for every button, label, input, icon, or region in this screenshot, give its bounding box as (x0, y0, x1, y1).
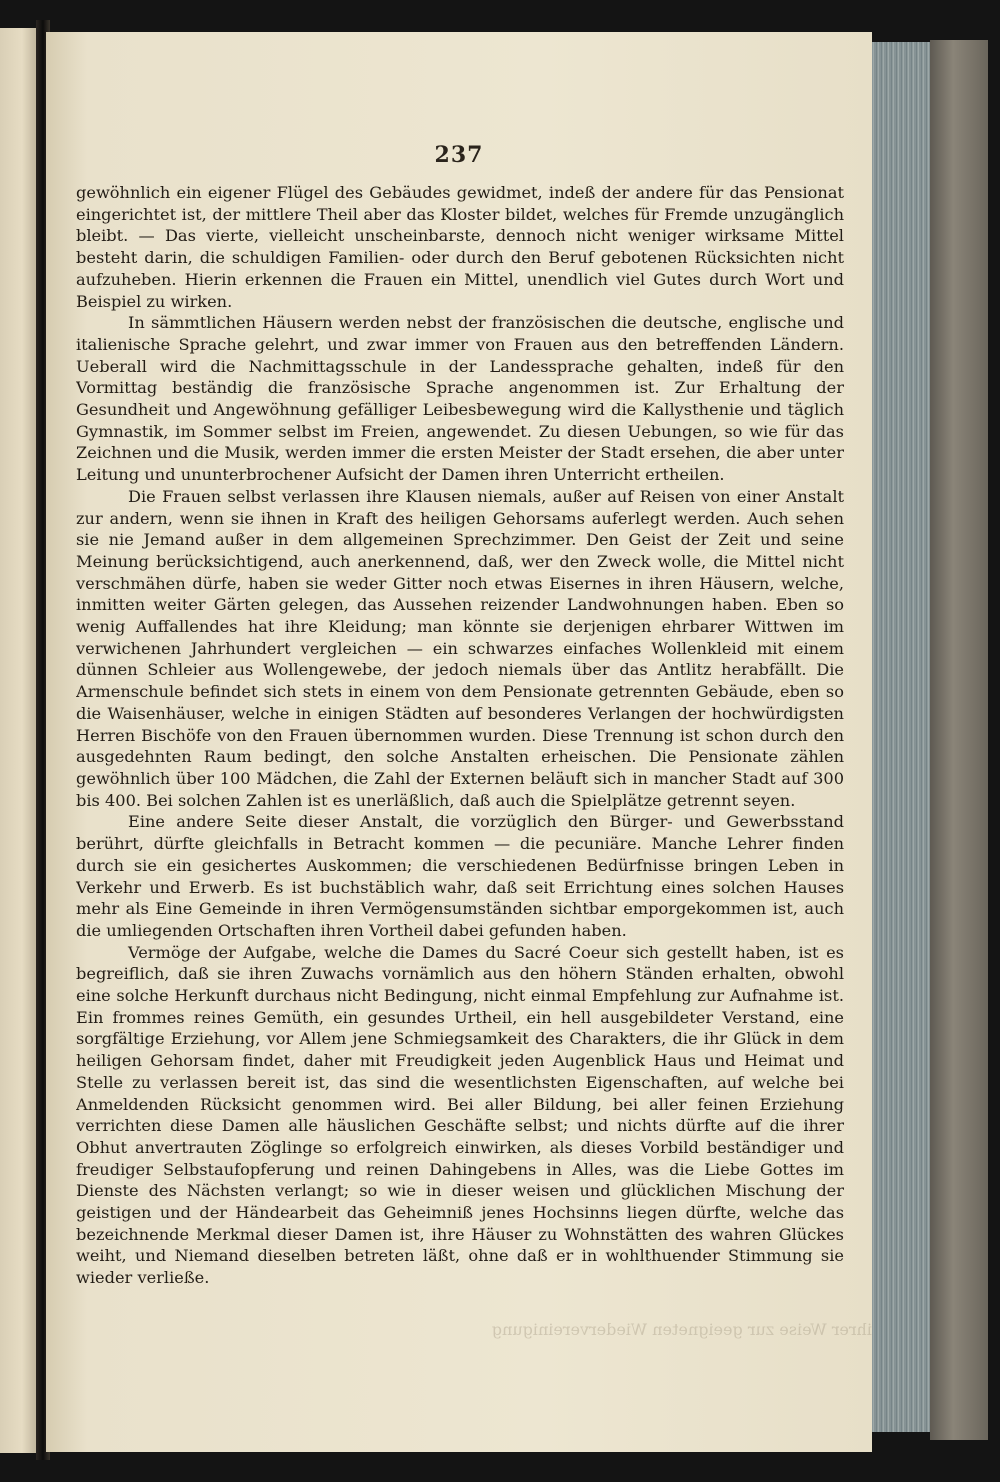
paragraph: Die Frauen selbst verlassen ihre Klausen niemals, außer auf Reisen von einer Anstalt zur andern, wenn sie ihnen in Kraft des heiligen Gehorsams auferlegt werden. Auch sehen sie nie Jemand außer in dem allgemeinen Sprechzimmer. Den Geist der Zeit und seine Meinung berücksichtigend, auch anerkennend, daß, wer den Zweck wolle, die Mittel nicht verschmähen dürfe, haben sie weder Gitter noch etwas Eisernes in ihren Häusern, welche, inmitten weiter Gärten gelegen, das Aussehen reizender Landwohnungen haben. Eben so wenig Auffallendes hat ihre Kleidung; man könnte sie derjenigen ehrbarer Wittwen im verwichenen Jahrhundert vergleichen — ein schwarzes einfaches Wollenkleid mit einem dünnen Schleier aus Wollengewebe, der jedoch niemals über das Antlitz herabfällt. Die Armenschule befindet sich stets in einem von dem Pensionate getrennten Gebäude, eben so die Waisenhäuser, welche in einigen Städten auf besonderes Verlangen der hochwürdigsten Herren Bischöfe von den Frauen übernommen wurden. Diese Trennung ist schon durch den ausgedehnten Raum bedingt, den solche Anstalten erheischen. Die Pensionate zählen gewöhnlich über 100 Mädchen, die Zahl der Externen beläuft sich in mancher Stadt auf 300 bis 400. Bei solchen Zahlen ist es unerläßlich, daß auch die Spielplätze getrennt seyen. (76, 486, 844, 810)
paragraph: In sämmtlichen Häusern werden nebst der französischen die deutsche, englische und italienische Sprache gelehrt, und zwar immer von Frauen aus den betreffenden Ländern. Ueberall wird die Nachmittagsschule in der Landessprache gehalten, indeß für den Vormittag beständig die französische Sprache angenommen ist. Zur Erhaltung der Gesundheit und Angewöhnung gefälliger Leibesbewegung wird die Kallysthenie und täglich Gymnastik, im Sommer selbst im Freien, angewendet. Zu diesen Uebungen, so wie für das Zeichnen und die Musik, werden immer die ersten Meister der Stadt ersehen, die aber unter Leitung und ununterbrochener Aufsicht der Damen ihren Unterricht ertheilen. (76, 313, 844, 485)
page-block-edge (870, 42, 932, 1432)
paragraph: Eine andere Seite dieser Anstalt, die vorzüglich den Bürger- und Gewerbsstand berührt, dürfte gleichfalls in Betracht kommen — die pecuniäre. Manche Lehrer finden durch sie ein gesichertes Auskommen; die verschiedenen Bedürfnisse bringen Leben in Verkehr und Erwerb. Es ist buchstäblich wahr, daß seit Errichtung eines solchen Hauses mehr als Eine Gemeinde in ihren Vermögensumständen sichtbar emporgekommen ist, auch die umliegenden Ortschaften ihren Vortheil dabei gefunden haben. (76, 812, 844, 940)
page-number: 237 (434, 142, 484, 168)
body-text (76, 182, 844, 1352)
book-page (46, 32, 872, 1452)
facing-page-edge (0, 28, 40, 1453)
paragraph: Vermöge der Aufgabe, welche die Dames du Sacré Coeur sich gestellt haben, ist es begreiflich, daß sie ihren Zuwachs vornämlich aus den höhern Ständen erhalten, obwohl eine solche Herkunft durchaus nicht Bedingung, nicht einmal Empfehlung zur Aufnahme ist. Ein frommes reines Gemüth, ein gesundes Urtheil, ein hell ausgebildeter Verstand, eine sorgfältige Erziehung, vor Allem jene Schmiegsamkeit des Charakters, die ihr Glück in dem heiligen Gehorsam findet, daher mit Freudigkeit jeden Augenblick Haus und Heimat und Stelle zu verlassen bereit ist, das sind die wesentlichsten Eigenschaften, auf welche bei Anmeldenden Rücksicht genommen wird. Bei aller Bildung, bei aller feinen Erziehung verrichten diese Damen alle häuslichen Geschäfte selbst; und nichts dürfte auf die ihrer Obhut anvertrauten Zöglinge so erfolgreich einwirken, als dieses Vorbild beständiger und freudiger Selbstaufopferung und reinen Dahingebens in Alles, was die Liebe Gottes im Dienste des Nächsten verlangt; so wie in dieser weisen und glücklichen Mischung der geistigen und der Händearbeit das Geheimniß jenes Hochsinns liegen dürfte, welche das bezeichnende Merkmal dieser Damen ist, ihre Häuser zu Wohnstätten des wahren Glückes weiht, und Niemand dieselben betreten läßt, ohne daß er in wohlthuender Stimmung sie wieder verließe. (76, 942, 844, 1288)
bleed-through-text: ihrer Weise zur geeigneten Wiedervereinigung (491, 1320, 872, 1339)
paragraph: gewöhnlich ein eigener Flügel des Gebäudes gewidmet, indeß der andere für das Pensionat eingerichtet ist, der mittlere Theil aber das Kloster bildet, welches für Fremde unzugänglich bleibt. — Das vierte, vielleicht unscheinbarste, dennoch nicht weniger wirksame Mittel besteht darin, die schuldigen Familien- oder durch den Beruf gebotenen Rücksichten nicht aufzuheben. Hierin erkennen die Frauen ein Mittel, unendlich viel Gutes durch Wort und Beispiel zu wirken. (76, 183, 844, 311)
book-cover (930, 40, 988, 1440)
